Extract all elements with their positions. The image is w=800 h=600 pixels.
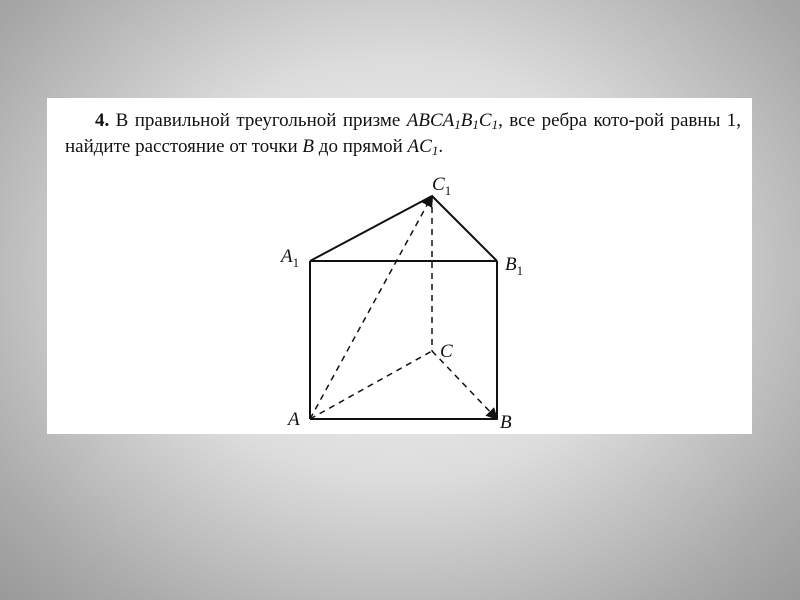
label-b: B [500,412,512,433]
prism-name: $ABCA_1B_1C_1$ [406,110,499,132]
edge-c1-b1 [432,196,497,261]
problem-text-before: В правильной треугольной призме [115,110,401,131]
edge-a1-c1 [310,196,432,261]
label-c1: $C_1$ [432,174,452,198]
problem-number: 4. [95,110,110,131]
line-name: $AC_1$ [407,136,439,158]
problem-text-end: . [438,136,444,157]
label-a1: $A_1$ [281,246,300,270]
label-c: C [440,341,453,362]
label-b1: $B_1$ [505,254,524,278]
problem-text-to: до прямой [318,136,403,157]
point-name: B [302,136,315,157]
label-a: A [288,409,300,430]
problem-text-middle: , все ребра кото-рой равны 1, найдите расстояние от точки [65,110,741,157]
